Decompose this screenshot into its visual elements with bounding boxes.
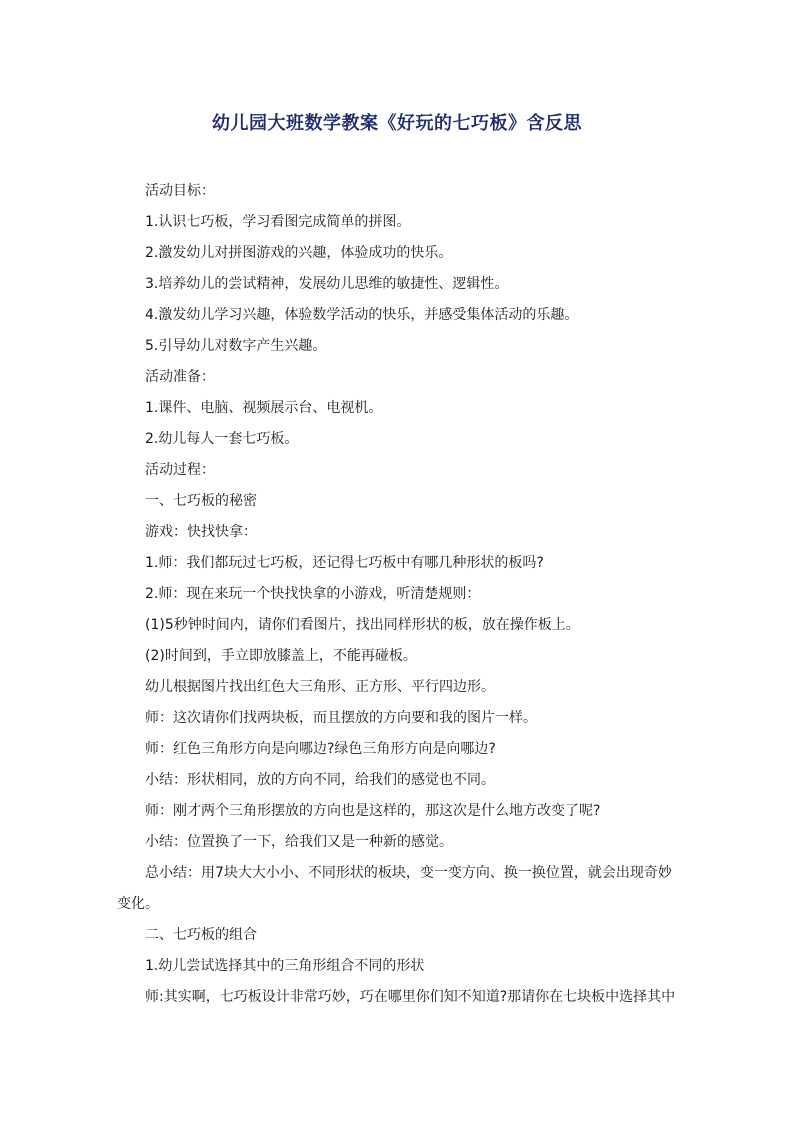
paragraph-line: 1.课件、电脑、视频展示台、电视机。 [145, 400, 383, 416]
paragraph-line: 游戏：快找快拿： [145, 524, 257, 540]
paragraph-line: 一、七巧板的秘密 [145, 493, 257, 509]
paragraph-line: 1.幼儿尝试选择其中的三角形组合不同的形状 [145, 958, 425, 974]
paragraph-line: 1.师：我们都玩过七巧板，还记得七巧板中有哪几种形状的板吗? [145, 555, 544, 571]
paragraph-line: 师：刚才两个三角形摆放的方向也是这样的，那这次是什么地方改变了呢? [145, 803, 601, 819]
paragraph-line: 总小结：用7块大大小小、不同形状的板块，变一变方向、换一换位置，就会出现奇妙 [145, 865, 672, 881]
paragraph-line: (1)5秒钟时间内，请你们看图片，找出同样形状的板，放在操作板上。 [145, 617, 580, 633]
paragraph-line: 5.引导幼儿对数字产生兴趣。 [145, 338, 327, 354]
document-title: 幼儿园大班数学教案《好玩的七巧板》含反思 [212, 113, 582, 134]
paragraph-line: 活动过程： [145, 462, 215, 478]
paragraph-line: 小结：形状相同，放的方向不同，给我们的感觉也不同。 [145, 772, 495, 788]
paragraph-line: 师：红色三角形方向是向哪边?绿色三角形方向是向哪边? [145, 741, 496, 757]
paragraph-line: 师：这次请你们找两块板，而且摆放的方向要和我的图片一样。 [145, 710, 537, 726]
paragraph-line: 师:其实啊，七巧板设计非常巧妙，巧在哪里你们知不知道?那请你在七块板中选择其中 [145, 989, 676, 1005]
paragraph-line: 幼儿根据图片找出红色大三角形、正方形、平行四边形。 [145, 679, 495, 695]
document-body [117, 176, 687, 1013]
paragraph-line: 活动准备： [145, 369, 215, 385]
paragraph-line: 活动目标： [145, 183, 215, 199]
paragraph-line: 1.认识七巧板，学习看图完成简单的拼图。 [145, 214, 411, 230]
paragraph-line: 二、七巧板的组合 [145, 927, 257, 943]
paragraph-line-continued: 变化。 [117, 896, 159, 912]
paragraph-line: 2.师：现在来玩一个快找快拿的小游戏，听清楚规则： [145, 586, 481, 602]
paragraph-line: (2)时间到，手立即放膝盖上，不能再碰板。 [145, 648, 417, 664]
paragraph-line: 2.幼儿每人一套七巧板。 [145, 431, 299, 447]
paragraph-line: 4.激发幼儿学习兴趣，体验数学活动的快乐，并感受集体活动的乐趣。 [145, 307, 579, 323]
paragraph-line: 小结：位置换了一下，给我们又是一种新的感觉。 [145, 834, 453, 850]
paragraph-line: 3.培养幼儿的尝试精神，发展幼儿思维的敏捷性、逻辑性。 [145, 276, 509, 292]
paragraph-line: 2.激发幼儿对拼图游戏的兴趣，体验成功的快乐。 [145, 245, 453, 261]
